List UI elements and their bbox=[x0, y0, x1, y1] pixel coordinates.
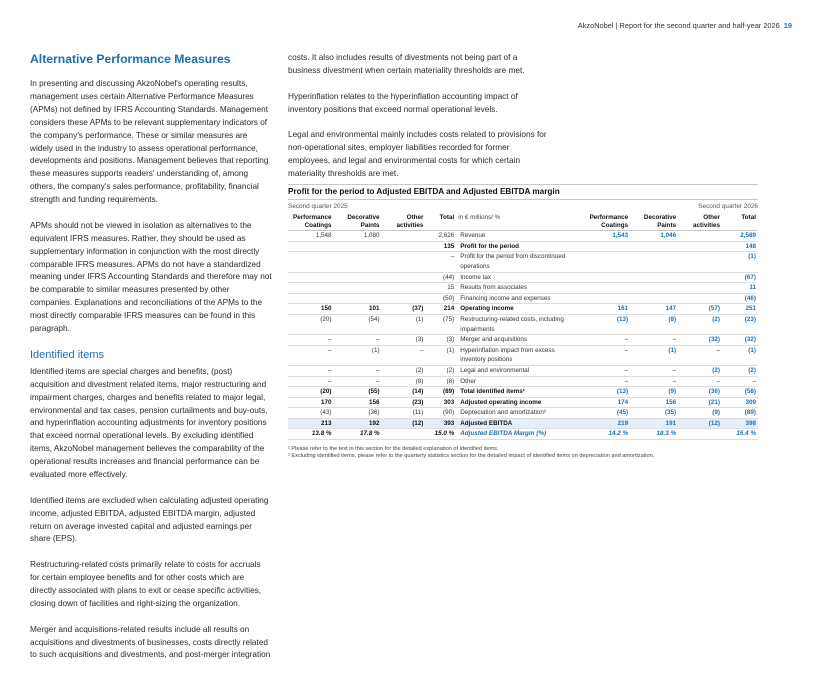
row-label: Profit for the period from discontinued operations bbox=[456, 252, 583, 272]
cell-2026-pc bbox=[583, 241, 630, 252]
cell-2026-total: 15.4 % bbox=[722, 429, 758, 440]
cell-2026-pc bbox=[583, 272, 630, 283]
cell-2026-pc: (13) bbox=[583, 314, 630, 334]
row-label: Revenue bbox=[456, 231, 583, 242]
ebitda-reconciliation-table bbox=[288, 184, 758, 461]
cell-2025-total: (75) bbox=[425, 314, 456, 334]
cell-2026-dp: (35) bbox=[630, 408, 678, 419]
cell-2025-total: (8) bbox=[425, 376, 456, 387]
page-header bbox=[578, 21, 792, 30]
cell-2025-pc bbox=[288, 241, 334, 252]
cell-2025-dp bbox=[334, 283, 382, 294]
cell-2026-oa: (2) bbox=[678, 314, 722, 334]
cell-2026-pc: 219 bbox=[583, 418, 630, 429]
cell-2026-dp bbox=[630, 283, 678, 294]
cell-2026-dp: 191 bbox=[630, 418, 678, 429]
cell-2025-pc bbox=[288, 283, 334, 294]
cell-2026-total: 2,589 bbox=[722, 231, 758, 242]
cell-2026-dp bbox=[630, 272, 678, 283]
cell-2026-pc: 1,543 bbox=[583, 231, 630, 242]
row-label: Legal and environmental bbox=[456, 365, 583, 376]
cell-2025-dp: – bbox=[334, 365, 382, 376]
cell-2026-dp bbox=[630, 293, 678, 304]
cell-2026-pc bbox=[583, 293, 630, 304]
cell-2026-dp: – bbox=[630, 365, 678, 376]
table-row bbox=[288, 397, 758, 408]
cell-2025-total: (2) bbox=[425, 365, 456, 376]
cell-2025-dp bbox=[334, 272, 382, 283]
subsection-title: Identified items bbox=[30, 348, 104, 361]
cell-2025-pc: 1,548 bbox=[288, 231, 334, 242]
row-label: Adjusted operating income bbox=[456, 397, 583, 408]
cell-2025-dp: 101 bbox=[334, 304, 382, 315]
cell-2026-total: (58) bbox=[722, 387, 758, 398]
paragraph-1: In presenting and discussing AkzoNobel's operating results, management uses certain Alternative Performance Measures (APMs) not defined by IFRS Accounting Standards. Management considers these APMs to be relevant supplementary indicators of the company's performance. These or similar measures are widely used in the industry to assess operational performance, developments and positions. Management believes that reporting these measures supports readers' understanding of, among others, the company's sales performance, profitability, financial strength and funding requirements. bbox=[30, 79, 269, 205]
row-label: Operating income bbox=[456, 304, 583, 315]
cell-2026-dp: 147 bbox=[630, 304, 678, 315]
cell-2026-pc: 14.2 % bbox=[583, 429, 630, 440]
cell-2025-pc bbox=[288, 272, 334, 283]
cell-2025-pc: – bbox=[288, 365, 334, 376]
row-label: Total identified items¹ bbox=[456, 387, 583, 398]
paragraph-5: Restructuring-related costs primarily relate to costs for accruals for certain employee benefits and for other costs which are directly associated with plans to exit or cease specific activities, closing down of facilities and right-sizing the organization. bbox=[30, 560, 262, 608]
row-label: Restructuring-related costs, including impairments bbox=[456, 314, 583, 334]
table-row bbox=[288, 293, 758, 304]
row-label: Profit for the period bbox=[456, 241, 583, 252]
footnote-1: ¹ Please refer to the text in this section for the detailed explanation of identified items. bbox=[288, 446, 499, 453]
cell-2026-oa bbox=[678, 241, 722, 252]
col-header-pc-2025: Performance Coatings bbox=[288, 214, 334, 231]
cell-2025-dp: – bbox=[334, 376, 382, 387]
cell-2025-pc: 213 bbox=[288, 418, 334, 429]
cell-2026-oa bbox=[678, 272, 722, 283]
cell-2026-pc bbox=[583, 252, 630, 272]
cell-2025-oa: (8) bbox=[382, 376, 426, 387]
row-label: Other bbox=[456, 376, 583, 387]
footnotes bbox=[288, 446, 758, 461]
cell-2025-dp: (54) bbox=[334, 314, 382, 334]
row-label: Results from associates bbox=[456, 283, 583, 294]
cell-2025-pc: (20) bbox=[288, 314, 334, 334]
cell-2026-pc: – bbox=[583, 376, 630, 387]
col-header-oa-2025: Other activities bbox=[382, 214, 426, 231]
cell-2026-total: (32) bbox=[722, 335, 758, 346]
cell-2026-oa: (57) bbox=[678, 304, 722, 315]
cell-2025-dp: (1) bbox=[334, 345, 382, 365]
cell-2025-total: (50) bbox=[425, 293, 456, 304]
table-row bbox=[288, 376, 758, 387]
cell-2026-total: 398 bbox=[722, 418, 758, 429]
report-title: AkzoNobel | Report for the second quarter and half-year 2026 bbox=[577, 21, 780, 30]
table-row bbox=[288, 252, 758, 272]
cell-2026-total: (2) bbox=[722, 365, 758, 376]
cell-2026-dp: (9) bbox=[630, 387, 678, 398]
cell-2025-dp: 1,080 bbox=[334, 231, 382, 242]
row-label: Financing income and expenses bbox=[456, 293, 583, 304]
cell-2026-pc: – bbox=[583, 365, 630, 376]
cell-2026-oa bbox=[678, 429, 722, 440]
cell-2025-oa: (37) bbox=[382, 304, 426, 315]
cell-2026-total: (46) bbox=[722, 293, 758, 304]
cell-2025-pc bbox=[288, 252, 334, 272]
table-title: Profit for the period to Adjusted EBITDA and Adjusted EBITDA margin bbox=[288, 184, 758, 200]
row-label: Adjusted EBITDA bbox=[456, 418, 583, 429]
col-header-dp-2026: Decorative Paints bbox=[630, 214, 678, 231]
cell-2025-dp: 192 bbox=[334, 418, 382, 429]
cell-2026-dp: 156 bbox=[630, 397, 678, 408]
cell-2026-pc: (13) bbox=[583, 387, 630, 398]
col-header-oa-2026: Other activities bbox=[678, 214, 722, 231]
cell-2026-pc bbox=[583, 283, 630, 294]
cell-2025-total: (3) bbox=[425, 335, 456, 346]
cell-2026-total: – bbox=[722, 376, 758, 387]
table-row bbox=[288, 429, 758, 440]
cell-2026-oa: (12) bbox=[678, 418, 722, 429]
cell-2026-oa bbox=[678, 231, 722, 242]
footnote-2: ² Excluding identified items, please refer to the quarterly statistics section for the detailed impact of identified items on depreciation and amortization. bbox=[288, 453, 655, 460]
cell-2026-oa bbox=[678, 252, 722, 272]
right-paragraph-1: costs. It also includes results of divestments not being part of a business divestment when certain materiality thresholds are met. bbox=[288, 53, 525, 75]
right-column-text bbox=[288, 52, 550, 194]
cell-2025-total: 135 bbox=[425, 241, 456, 252]
cell-2026-dp: – bbox=[630, 376, 678, 387]
cell-2025-total: (89) bbox=[425, 387, 456, 398]
section-title: Alternative Performance Measures bbox=[30, 52, 231, 66]
cell-2025-pc: 150 bbox=[288, 304, 334, 315]
cell-2025-oa: (3) bbox=[382, 335, 426, 346]
cell-2025-total: – bbox=[425, 252, 456, 272]
cell-2025-dp: 17.8 % bbox=[334, 429, 382, 440]
cell-2026-pc: 161 bbox=[583, 304, 630, 315]
cell-2025-pc bbox=[288, 293, 334, 304]
cell-2026-total: (67) bbox=[722, 272, 758, 283]
cell-2025-pc: (20) bbox=[288, 387, 334, 398]
table-row bbox=[288, 418, 758, 429]
cell-2025-dp: (36) bbox=[334, 408, 382, 419]
cell-2026-oa: (32) bbox=[678, 335, 722, 346]
paragraph-2: APMs should not be viewed in isolation as alternatives to the equivalent IFRS measures. Rather, they should be used as supplementary information in conjunction with the most directly comparable IFRS measures. APMs do not have a standardized meaning under IFRS Accounting Standards and therefore may not be comparable to similar measures presented by other companies. Explanations and reconciliations of the APMs to the most directly comparable IFRS measures can be found in this paragraph. bbox=[30, 220, 272, 334]
table-row bbox=[288, 365, 758, 376]
cell-2025-pc: 13.8 % bbox=[288, 429, 334, 440]
cell-2025-total: (1) bbox=[425, 345, 456, 365]
row-label: Income tax bbox=[456, 272, 583, 283]
table-header-row bbox=[288, 214, 758, 231]
col-header-pc-2026: Performance Coatings bbox=[583, 214, 630, 231]
cell-2025-dp bbox=[334, 293, 382, 304]
col-header-total-2025: Total bbox=[425, 214, 456, 231]
table-row bbox=[288, 283, 758, 294]
page-number: 19 bbox=[783, 21, 792, 30]
table-row bbox=[288, 314, 758, 334]
cell-2026-oa bbox=[678, 293, 722, 304]
cell-2025-oa bbox=[382, 252, 426, 272]
cell-2025-pc: (43) bbox=[288, 408, 334, 419]
cell-2026-oa: – bbox=[678, 376, 722, 387]
cell-2026-dp: – bbox=[630, 335, 678, 346]
cell-2025-total: 15.0 % bbox=[425, 429, 456, 440]
cell-2025-oa: (1) bbox=[382, 314, 426, 334]
cell-2025-oa bbox=[382, 283, 426, 294]
table-row bbox=[288, 304, 758, 315]
cell-2025-total: 303 bbox=[425, 397, 456, 408]
cell-2025-total: 15 bbox=[425, 283, 456, 294]
cell-2025-total: (90) bbox=[425, 408, 456, 419]
cell-2025-total: 214 bbox=[425, 304, 456, 315]
cell-2026-oa: – bbox=[678, 345, 722, 365]
data-table bbox=[288, 214, 758, 440]
cell-2026-total: (23) bbox=[722, 314, 758, 334]
paragraph-4: Identified items are excluded when calculating adjusted operating income, adjusted EBITDA, adjusted EBITDA margin, adjusted return on average invested capital and adjusted earnings per share (EPS). bbox=[30, 495, 269, 544]
period-left: Second quarter 2025 bbox=[288, 203, 348, 210]
cell-2026-total: 251 bbox=[722, 304, 758, 315]
cell-2026-dp: (1) bbox=[630, 345, 678, 365]
cell-2025-pc: 170 bbox=[288, 397, 334, 408]
table-row bbox=[288, 408, 758, 419]
cell-2025-dp bbox=[334, 241, 382, 252]
cell-2026-dp: (8) bbox=[630, 314, 678, 334]
right-paragraph-3: Legal and environmental mainly includes costs related to provisions for non-operational sites, employer liabilities recorded for former employees, and legal and environmental costs for which certain materiality thresholds are met. bbox=[288, 130, 547, 178]
cell-2025-dp bbox=[334, 252, 382, 272]
table-row bbox=[288, 345, 758, 365]
cell-2025-oa bbox=[382, 429, 426, 440]
cell-2026-dp: 18.3 % bbox=[630, 429, 678, 440]
cell-2025-oa: (12) bbox=[382, 418, 426, 429]
cell-2025-oa: – bbox=[382, 345, 426, 365]
table-row bbox=[288, 231, 758, 242]
right-paragraph-2: Hyperinflation relates to the hyperinflation accounting impact of inventory positions that exceed normal operational levels. bbox=[288, 91, 518, 114]
table-row bbox=[288, 335, 758, 346]
cell-2025-oa: (23) bbox=[382, 397, 426, 408]
cell-2025-dp: (55) bbox=[334, 387, 382, 398]
cell-2026-total: 309 bbox=[722, 397, 758, 408]
cell-2026-pc: (45) bbox=[583, 408, 630, 419]
paragraph-6: Merger and acquisitions-related results include all results on acquisitions and divestments of businesses, costs directly related to such acquisitions and divestments, and post-merger integration bbox=[30, 624, 271, 660]
cell-2025-oa bbox=[382, 241, 426, 252]
cell-2026-pc: 174 bbox=[583, 397, 630, 408]
table-row bbox=[288, 272, 758, 283]
cell-2025-oa: (14) bbox=[382, 387, 426, 398]
row-label: Merger and acquisitions bbox=[456, 335, 583, 346]
table-body bbox=[288, 231, 758, 440]
cell-2026-oa bbox=[678, 283, 722, 294]
cell-2026-dp bbox=[630, 252, 678, 272]
cell-2026-oa: (36) bbox=[678, 387, 722, 398]
cell-2025-total: (44) bbox=[425, 272, 456, 283]
table-row bbox=[288, 387, 758, 398]
cell-2026-total: (1) bbox=[722, 252, 758, 272]
cell-2025-pc: – bbox=[288, 376, 334, 387]
cell-2026-dp bbox=[630, 241, 678, 252]
row-label: Adjusted EBITDA Margin (%) bbox=[456, 429, 583, 440]
cell-2026-total: 11 bbox=[722, 283, 758, 294]
period-right: Second quarter 2026 bbox=[698, 203, 758, 210]
cell-2025-oa bbox=[382, 272, 426, 283]
cell-2026-pc: – bbox=[583, 345, 630, 365]
cell-2026-total: 148 bbox=[722, 241, 758, 252]
cell-2025-oa: (2) bbox=[382, 365, 426, 376]
row-label: Depreciation and amortization² bbox=[456, 408, 583, 419]
cell-2026-pc: – bbox=[583, 335, 630, 346]
cell-2025-pc: – bbox=[288, 335, 334, 346]
paragraph-3: Identified items are special charges and benefits, (post) acquisition and divestment related items, major restructuring and impairment charges, charges and benefits related to major legal, environmental and tax cases, pension curtailments and buy-outs, and hyperinflation accounting adjustments for inventory positions that exceed normal operational levels. By excluding identified items, AkzoNobel management believes the comparability of the operational results increases and financial performance can be evaluated more effectively. bbox=[30, 366, 268, 480]
col-header-dp-2025: Decorative Paints bbox=[334, 214, 382, 231]
period-row bbox=[288, 203, 758, 210]
row-label: Hyperinflation impact from excess inventory positions bbox=[456, 345, 583, 365]
cell-2026-dp: 1,046 bbox=[630, 231, 678, 242]
cell-2025-oa: (11) bbox=[382, 408, 426, 419]
cell-2026-oa: (21) bbox=[678, 397, 722, 408]
cell-2025-oa bbox=[382, 231, 426, 242]
col-header-unit: in € millions/ % bbox=[456, 214, 583, 231]
cell-2025-pc: – bbox=[288, 345, 334, 365]
col-header-total-2026: Total bbox=[722, 214, 758, 231]
cell-2026-oa: (2) bbox=[678, 365, 722, 376]
cell-2025-dp: – bbox=[334, 335, 382, 346]
cell-2025-total: 393 bbox=[425, 418, 456, 429]
cell-2025-total: 2,626 bbox=[425, 231, 456, 242]
cell-2026-total: (1) bbox=[722, 345, 758, 365]
cell-2026-oa: (9) bbox=[678, 408, 722, 419]
cell-2025-oa bbox=[382, 293, 426, 304]
cell-2025-dp: 156 bbox=[334, 397, 382, 408]
cell-2026-total: (89) bbox=[722, 408, 758, 419]
table-row bbox=[288, 241, 758, 252]
left-column bbox=[30, 52, 272, 675]
